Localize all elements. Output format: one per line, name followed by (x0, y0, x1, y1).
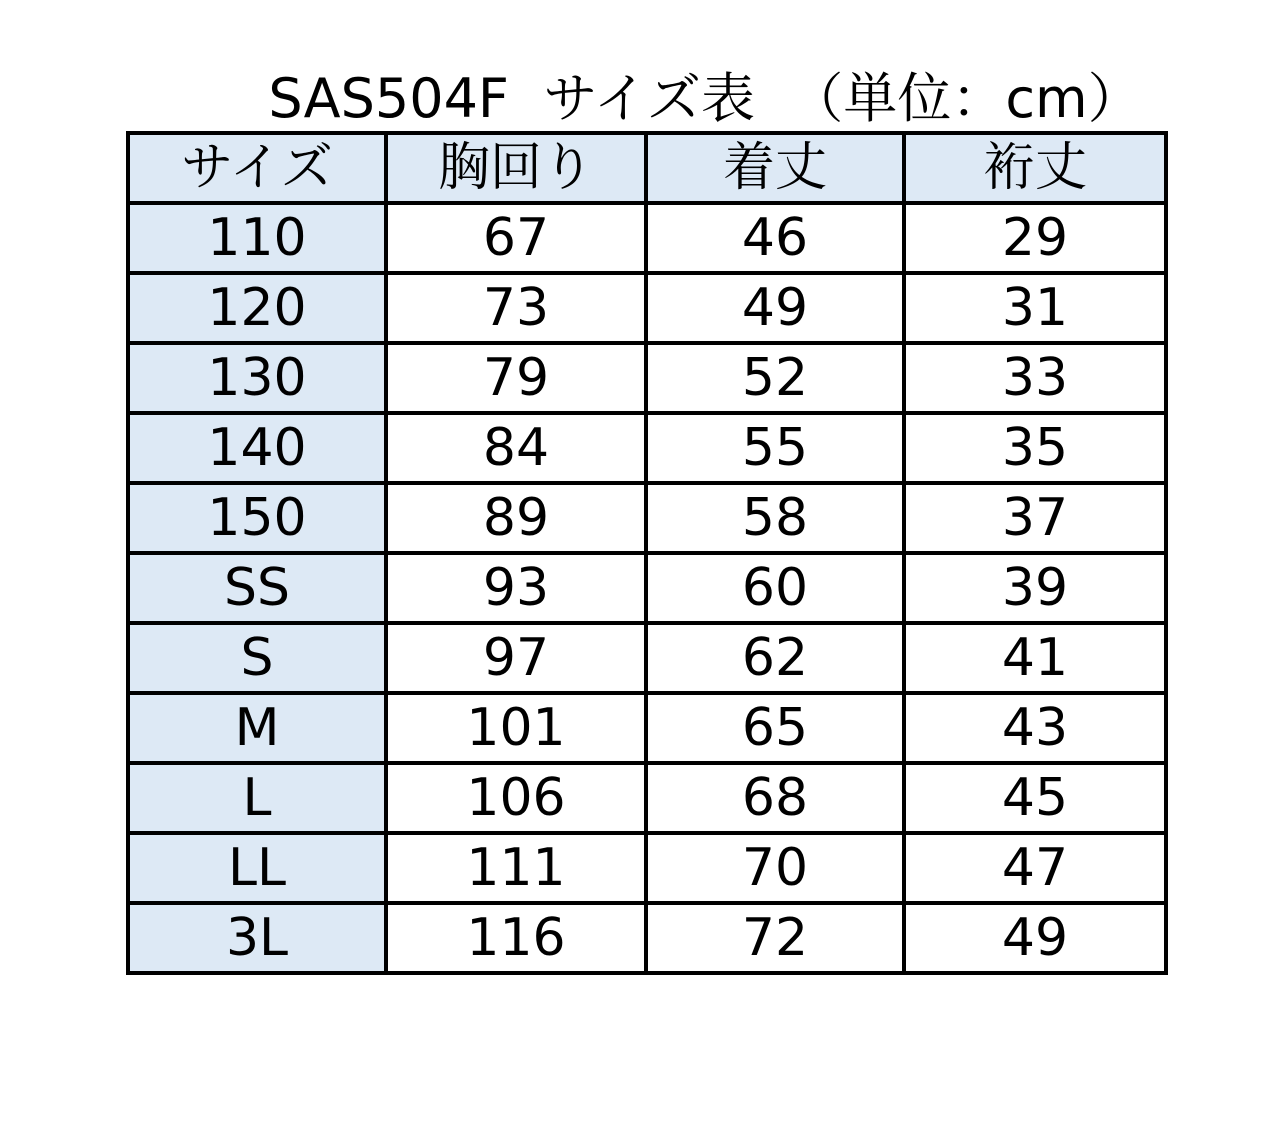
header-length: 着丈 (646, 133, 904, 203)
length-value: 70 (646, 833, 904, 903)
length-value: 55 (646, 413, 904, 483)
length-value: 60 (646, 553, 904, 623)
table-row (128, 413, 1166, 483)
length-value: 65 (646, 693, 904, 763)
chest-value: 73 (386, 273, 646, 343)
chest-value: 93 (386, 553, 646, 623)
chest-value: 89 (386, 483, 646, 553)
table-header (128, 133, 1166, 203)
sleeve-value: 45 (904, 763, 1166, 833)
page-title: SAS504F サイズ表 （単位：cm） (268, 67, 1142, 130)
chest-value: 111 (386, 833, 646, 903)
size-label: LL (128, 833, 386, 903)
chest-value: 84 (386, 413, 646, 483)
table-row (128, 273, 1166, 343)
length-value: 72 (646, 903, 904, 973)
header-row (128, 133, 1166, 203)
size-label: 120 (128, 273, 386, 343)
table-row (128, 763, 1166, 833)
table-row (128, 553, 1166, 623)
length-value: 46 (646, 203, 904, 273)
size-label: S (128, 623, 386, 693)
sleeve-value: 33 (904, 343, 1166, 413)
header-size: サイズ (128, 133, 386, 203)
sleeve-value: 41 (904, 623, 1166, 693)
length-value: 49 (646, 273, 904, 343)
size-label: L (128, 763, 386, 833)
size-table (126, 131, 1168, 975)
sleeve-value: 31 (904, 273, 1166, 343)
sleeve-value: 37 (904, 483, 1166, 553)
chest-value: 79 (386, 343, 646, 413)
table-row (128, 623, 1166, 693)
sleeve-value: 35 (904, 413, 1166, 483)
chest-value: 97 (386, 623, 646, 693)
size-label: 110 (128, 203, 386, 273)
chest-value: 106 (386, 763, 646, 833)
table-row (128, 693, 1166, 763)
sleeve-value: 49 (904, 903, 1166, 973)
table-row (128, 203, 1166, 273)
sleeve-value: 29 (904, 203, 1166, 273)
length-value: 58 (646, 483, 904, 553)
table-body (128, 203, 1166, 973)
size-label: M (128, 693, 386, 763)
size-label: SS (128, 553, 386, 623)
table-row (128, 833, 1166, 903)
sleeve-value: 47 (904, 833, 1166, 903)
size-label: 130 (128, 343, 386, 413)
sleeve-value: 39 (904, 553, 1166, 623)
sleeve-value: 43 (904, 693, 1166, 763)
size-label: 140 (128, 413, 386, 483)
table-row (128, 483, 1166, 553)
length-value: 68 (646, 763, 904, 833)
chest-value: 116 (386, 903, 646, 973)
chest-value: 101 (386, 693, 646, 763)
size-label: 3L (128, 903, 386, 973)
length-value: 62 (646, 623, 904, 693)
table-row (128, 343, 1166, 413)
size-label: 150 (128, 483, 386, 553)
header-sleeve: 裄丈 (904, 133, 1166, 203)
length-value: 52 (646, 343, 904, 413)
header-chest: 胸回り (386, 133, 646, 203)
chest-value: 67 (386, 203, 646, 273)
table-row (128, 903, 1166, 973)
